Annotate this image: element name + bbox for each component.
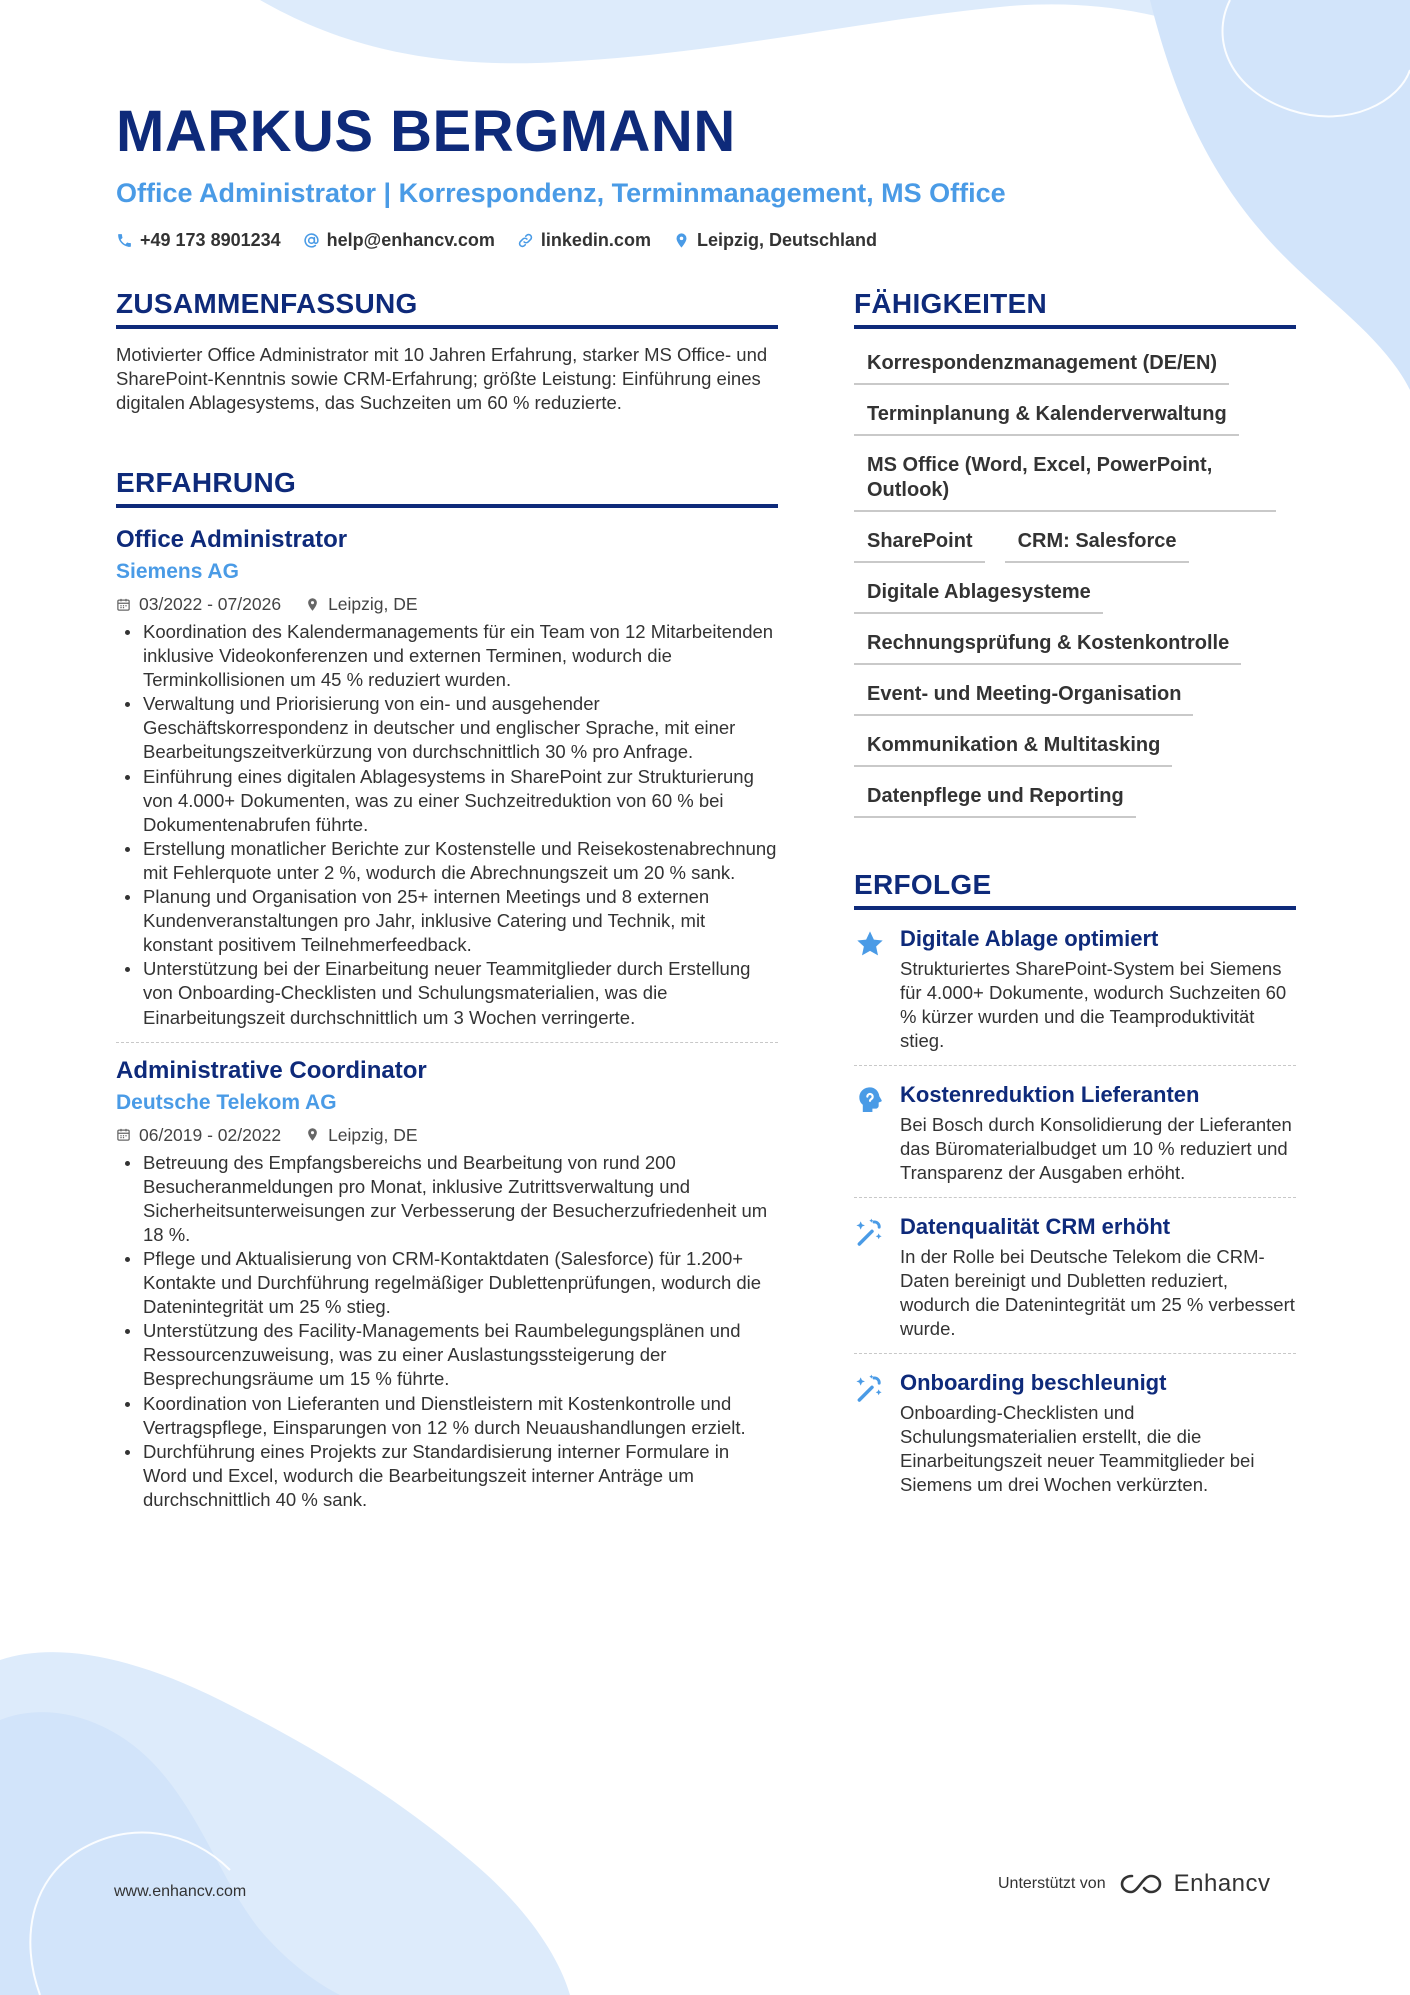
job-bullet: Unterstützung bei der Einarbeitung neuer Teammitglieder durch Erstellung von Onboarding-Checklisten und Schulungsmaterialien, was die Einarbeitungszeit durchschnittlich um 3 Wochen verringerte.: [116, 957, 778, 1029]
job-title: Office Administrator: [116, 526, 348, 553]
skills-list: [854, 339, 1296, 823]
achievement-body: [900, 1212, 1296, 1341]
footer-website[interactable]: www.enhancv.com: [114, 1883, 247, 1900]
experience-title: ERFAHRUNG: [116, 465, 778, 508]
job-location-text: Leipzig, DE: [328, 594, 418, 614]
job-entry: [116, 1055, 778, 1512]
achievement-text: Onboarding-Checklisten und Schulungsmaterialien erstellt, die die Einarbeitungszeit neuer Teammitglieder bei Siemens um drei Wochen verkürzten.: [900, 1402, 1255, 1495]
job-bullet: Verwaltung und Priorisierung von ein- und ausgehender Geschäftskorrespondenz in deutscher und englischer Sprache, mit einer Bearbeitungszeitverkürzung von durchschnittlich 30 % pro Anfrage.: [116, 692, 778, 764]
achievement-title: Digitale Ablage optimiert: [900, 926, 1159, 951]
job-bullet: Planung und Organisation von 25+ internen Meetings und 8 externen Kundenveranstaltungen pro Jahr, inklusive Catering und Technik, mit konstant positivem Teilnehmerfeedback.: [116, 885, 778, 957]
achievement-item: [854, 1066, 1296, 1197]
job-bullet: Pflege und Aktualisierung von CRM-Kontaktdaten (Salesforce) für 1.200+ Kontakte und Durchführung regelmäßiger Dublettenprüfungen, wodurch die Datenintegrität um 25 % stieg.: [116, 1247, 778, 1319]
head-icon: [854, 1084, 886, 1116]
link-icon: [517, 232, 534, 249]
job-meta: [116, 1123, 778, 1147]
job-dates-text: 03/2022 - 07/2026: [139, 594, 282, 614]
achievement-item: [854, 1198, 1296, 1353]
phone-number: +49 173 8901234: [140, 230, 281, 250]
job-dates: [116, 1123, 281, 1147]
candidate-tagline: Office Administrator | Korrespondenz, Terminmanagement, MS Office: [116, 178, 1006, 208]
job-bullet: Koordination von Lieferanten und Dienstleistern mit Kostenkontrolle und Vertragspflege, Einsparungen von 12 % durch Neuaushandlungen erzielt.: [116, 1392, 778, 1440]
calendar-icon: [116, 1127, 131, 1142]
job-dates: [116, 592, 281, 616]
contact-linkedin[interactable]: [517, 230, 651, 251]
footer-branding: [998, 1870, 1271, 1898]
skill-tag: Terminplanung & Kalenderverwaltung: [854, 390, 1239, 436]
job-entry: [116, 524, 778, 1030]
job-bullet: Unterstützung des Facility-Managements bei Raumbelegungsplänen und Ressourcenzuweisung, was zu einer Auslastungssteigerung der Besprechungsräume um 15 % führte.: [116, 1319, 778, 1391]
skill-tag: SharePoint: [854, 517, 985, 563]
achievement-body: [900, 1368, 1296, 1497]
achievement-item: [854, 1354, 1296, 1509]
achievement-title: Onboarding beschleunigt: [900, 1370, 1167, 1395]
summary-text: Motivierter Office Administrator mit 10 Jahren Erfahrung, starker MS Office- und SharePoint-Kenntnis sowie CRM-Erfahrung; größte Leistung: Einführung eines digitalen Ablagesystems, das Suchzeiten um 60 % reduzierte.: [116, 344, 768, 413]
at-icon: [303, 232, 320, 249]
job-dates-text: 06/2019 - 02/2022: [139, 1124, 282, 1145]
candidate-name: MARKUS BERGMANN: [116, 99, 736, 164]
skill-tag: Datenpflege und Reporting: [854, 772, 1136, 818]
achievements-title: ERFOLGE: [854, 867, 1296, 910]
summary-section: [116, 286, 778, 415]
phone-icon: [116, 232, 133, 249]
wand-icon: [854, 1216, 886, 1248]
experience-section: [116, 465, 778, 1512]
location-pin-icon: [305, 1127, 320, 1142]
contact-bar: [116, 230, 1296, 251]
calendar-icon: [116, 597, 131, 612]
achievement-text: Bei Bosch durch Konsolidierung der Lieferanten das Büromaterialbudget um 10 % reduziert und Transparenz der Ausgaben erhöht.: [900, 1114, 1292, 1183]
achievement-title: Kostenreduktion Lieferanten: [900, 1082, 1200, 1107]
skills-title: FÄHIGKEITEN: [854, 286, 1296, 329]
skill-tag: Event- und Meeting-Organisation: [854, 670, 1193, 716]
job-bullet: Koordination des Kalendermanagements für ein Team von 12 Mitarbeitenden inklusive Videokonferenzen und externen Terminen, wodurch die Terminkollisionen um 45 % reduziert wurden.: [116, 620, 778, 692]
email-address: help@enhancv.com: [326, 230, 495, 250]
location-pin-icon: [305, 597, 320, 612]
skill-tag: Kommunikation & Multitasking: [854, 721, 1172, 767]
star-icon: [854, 928, 886, 960]
achievement-icon-wrap: [854, 1080, 900, 1185]
achievement-body: [900, 924, 1296, 1053]
enhancv-logo-icon: [1118, 1870, 1164, 1898]
job-bullets: [116, 620, 778, 1030]
achievement-icon-wrap: [854, 924, 900, 1053]
left-column: [116, 286, 778, 1512]
achievement-text: Strukturiertes SharePoint-System bei Siemens für 4.000+ Dokumente, wodurch Suchzeiten 60 % kürzer wurden und die Teamproduktivität stieg.: [900, 958, 1287, 1051]
contact-phone[interactable]: [116, 230, 281, 251]
contact-location: [673, 230, 877, 251]
achievement-item: [854, 910, 1296, 1065]
resume-header: [116, 100, 1296, 251]
job-location: [305, 592, 418, 616]
skill-tag: Rechnungsprüfung & Kostenkontrolle: [854, 619, 1241, 665]
location-text: Leipzig, Deutschland: [696, 230, 877, 250]
skills-section: [854, 286, 1296, 823]
location-pin-icon: [673, 232, 690, 249]
job-meta: [116, 592, 778, 616]
achievements-section: [854, 867, 1296, 1509]
right-column: [854, 286, 1296, 1509]
achievement-icon-wrap: [854, 1368, 900, 1497]
skill-tag: CRM: Salesforce: [1005, 517, 1189, 563]
skill-tag: MS Office (Word, Excel, PowerPoint, Outlook): [854, 441, 1276, 512]
job-bullet: Erstellung monatlicher Berichte zur Kostenstelle und Reisekostenabrechnung mit Fehlerquote unter 2 %, wodurch die Abrechnungszeit um 20 % sank.: [116, 837, 778, 885]
job-bullet: Betreuung des Empfangsbereichs und Bearbeitung von rund 200 Besucheranmeldungen pro Monat, inklusive Zutrittsverwaltung und Sicherheitsunterweisungen zur Verbesserung der Besucherzufriedenheit um 18 %.: [116, 1151, 778, 1247]
job-bullet: Durchführung eines Projekts zur Standardisierung interner Formulare in Word und Excel, wodurch die Bearbeitungszeit interner Anträge um durchschnittlich 40 % sank.: [116, 1440, 778, 1512]
brand-name[interactable]: Enhancv: [1173, 1870, 1271, 1897]
wand-icon: [854, 1372, 886, 1404]
contact-email[interactable]: [303, 230, 495, 251]
achievement-icon-wrap: [854, 1212, 900, 1341]
job-divider: [116, 1042, 778, 1043]
skill-tag: Korrespondenzmanagement (DE/EN): [854, 339, 1229, 385]
linkedin-link: linkedin.com: [540, 230, 651, 250]
achievement-text: In der Rolle bei Deutsche Telekom die CRM-Daten bereinigt und Dubletten reduziert, wodurch die Datenintegrität um 25 % verbessert wurde.: [900, 1246, 1295, 1339]
job-bullets: [116, 1151, 778, 1512]
job-bullet: Einführung eines digitalen Ablagesystems in SharePoint zur Strukturierung von 4.000+ Dokumenten, was zu einer Suchzeitreduktion von 60 % bei Dokumentenabrufen führte.: [116, 765, 778, 837]
skill-tag: Digitale Ablagesysteme: [854, 568, 1103, 614]
powered-by-label: Unterstützt von: [998, 1875, 1106, 1892]
company-name: Siemens AG: [116, 560, 239, 583]
company-name: Deutsche Telekom AG: [116, 1090, 337, 1114]
job-location: [305, 1123, 418, 1147]
summary-title: ZUSAMMENFASSUNG: [116, 286, 778, 329]
job-location-text: Leipzig, DE: [328, 1124, 418, 1145]
achievement-title: Datenqualität CRM erhöht: [900, 1214, 1171, 1239]
job-title: Administrative Coordinator: [116, 1056, 427, 1084]
achievement-body: [900, 1080, 1296, 1185]
